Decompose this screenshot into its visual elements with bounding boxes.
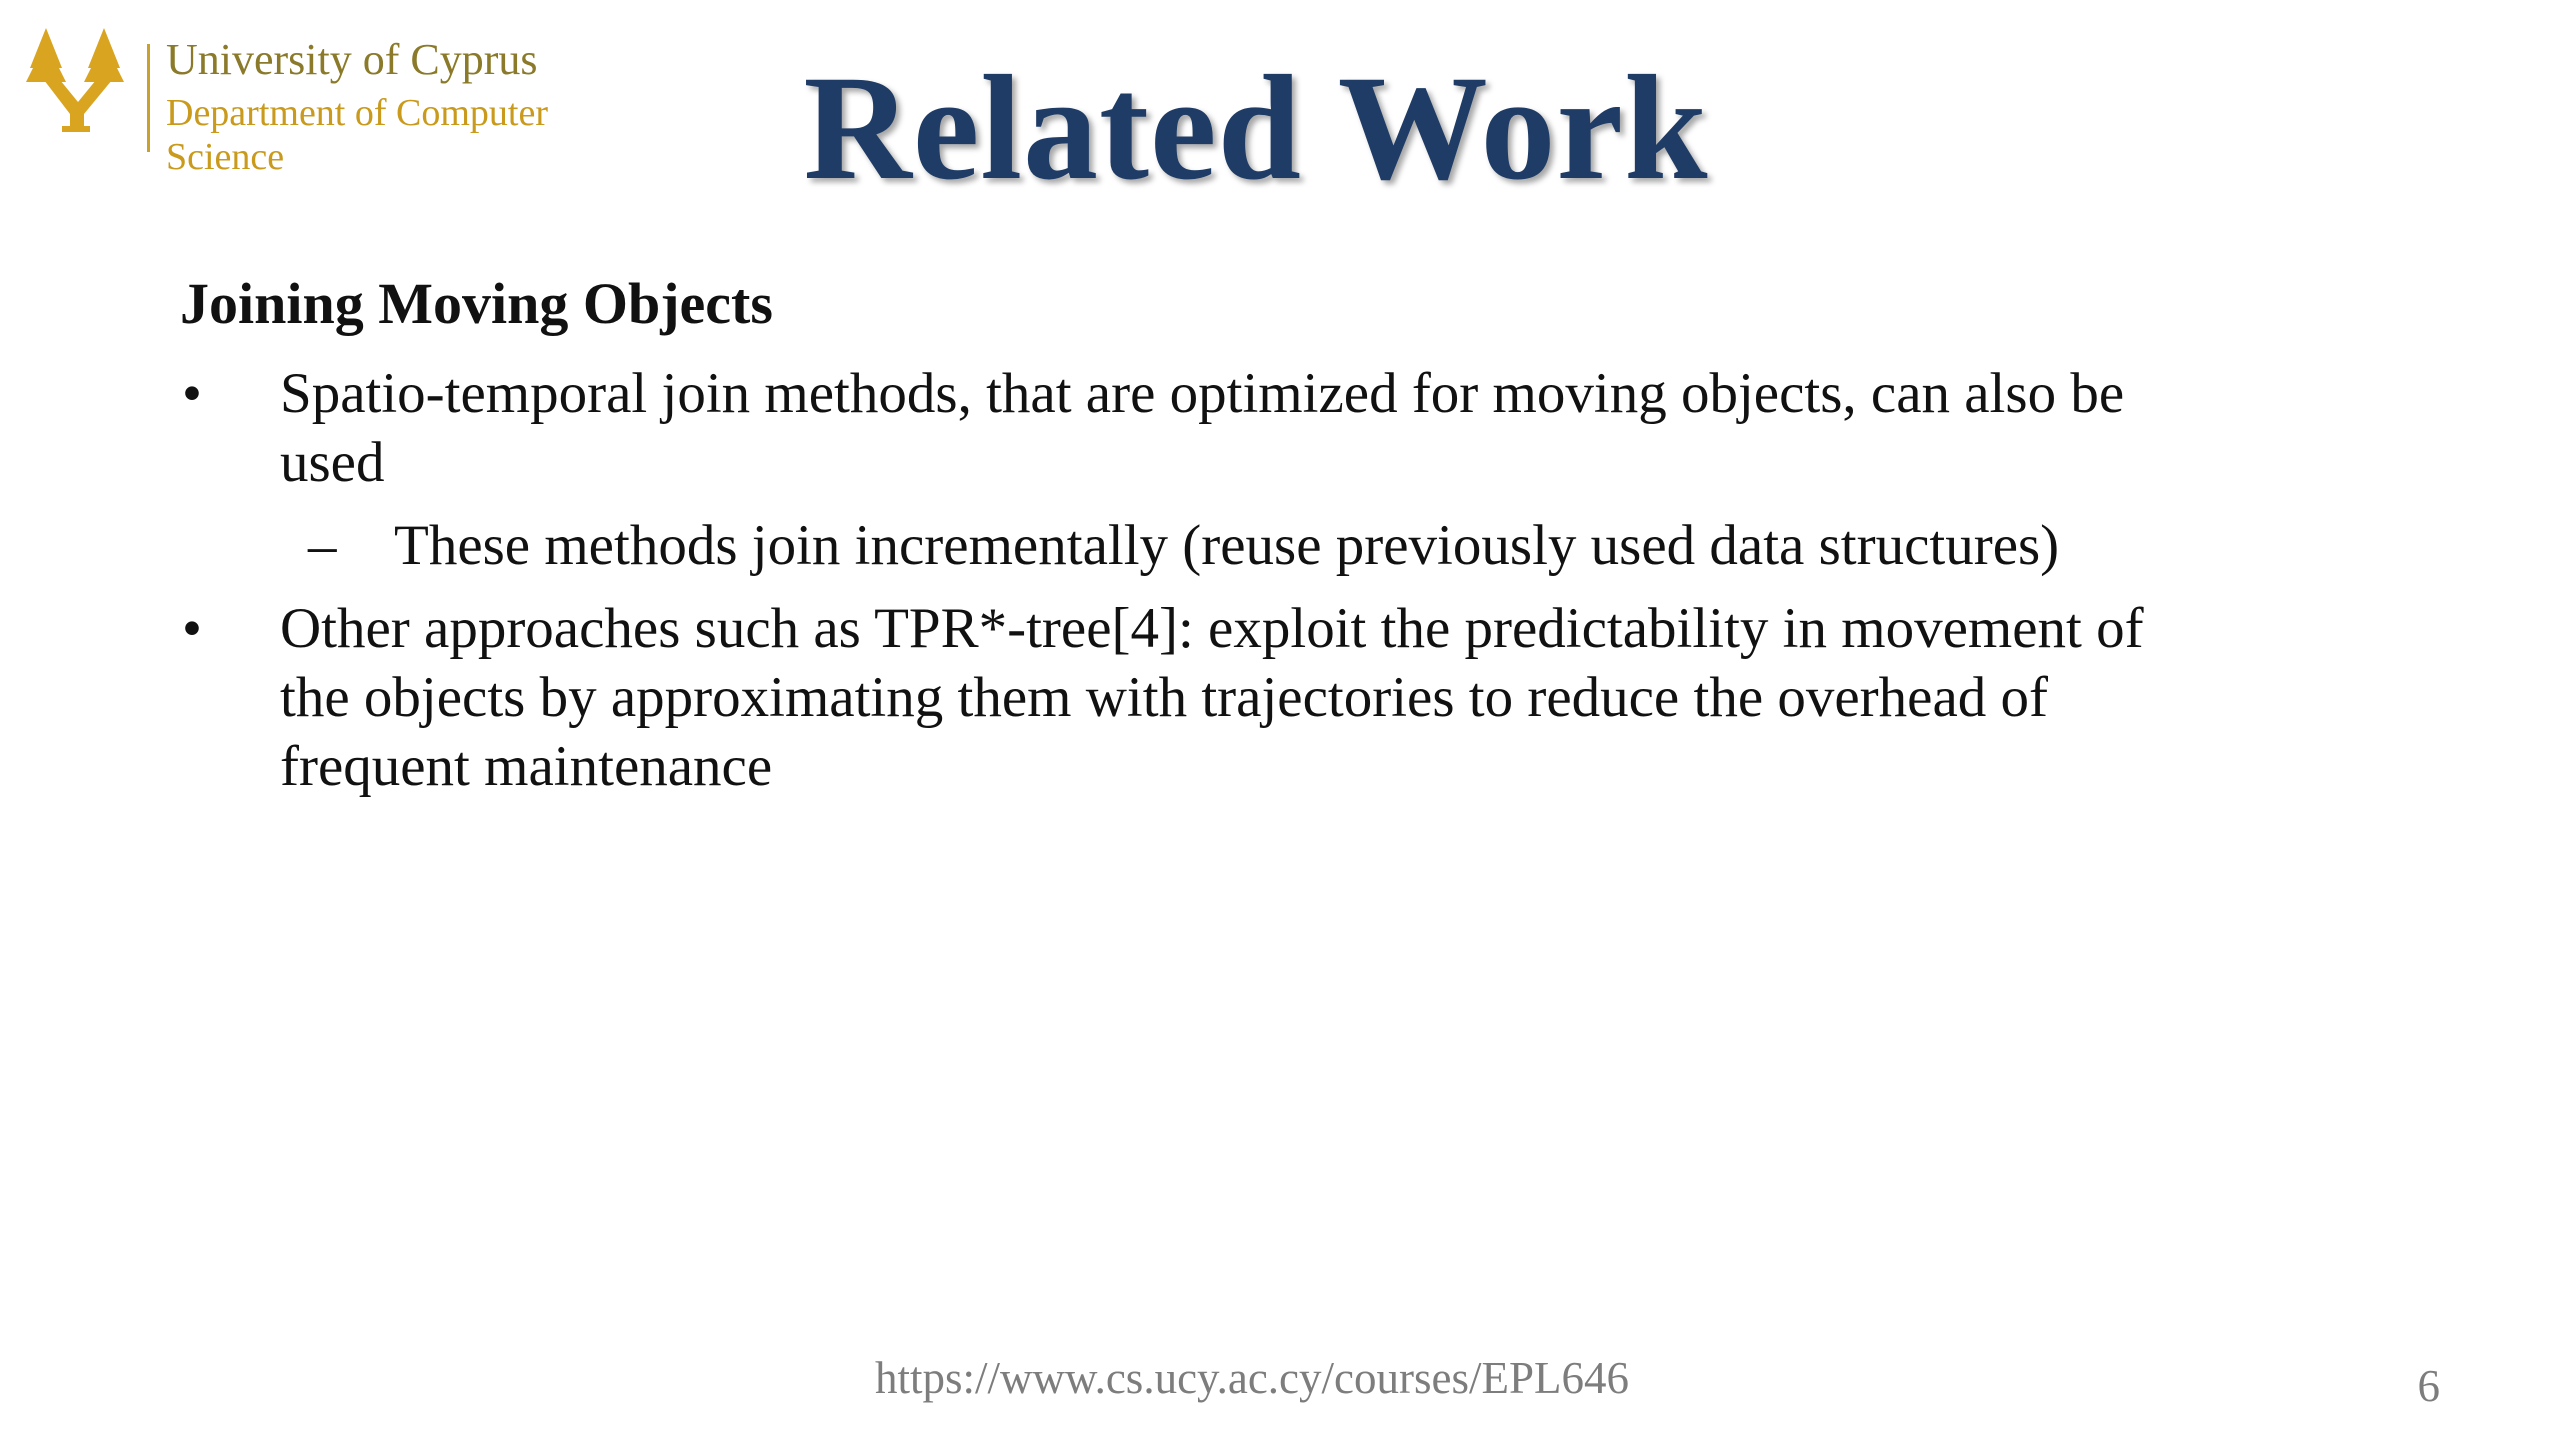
bullet-marker: • xyxy=(182,362,202,425)
bullet-item xyxy=(180,359,2180,497)
footer-url-container xyxy=(0,1352,2560,1404)
university-name: University of Cyprus xyxy=(166,35,538,84)
slide-content xyxy=(180,270,2180,815)
slide-title: Related Work xyxy=(803,45,1709,211)
section-heading: Joining Moving Objects xyxy=(180,271,773,336)
bullet-text: Spatio-temporal join methods, that are optimized for moving objects, can also be used xyxy=(280,362,2125,494)
sub-bullet-text: These methods join incrementally (reuse previously used data structures) xyxy=(394,514,2060,577)
department-name: Department of Computer Science xyxy=(166,92,549,179)
sub-bullet-marker: – xyxy=(308,514,337,577)
slide-title-container xyxy=(0,42,2560,214)
footer-url: https://www.cs.ucy.ac.cy/courses/EPL646 xyxy=(874,1353,1629,1403)
sub-bullet-item xyxy=(180,511,2180,580)
bullet-item xyxy=(180,594,2180,801)
bullet-text: Other approaches such as TPR*-tree[4]: exploit the predictability in movement of the objects by approximating them with trajectories to reduce the overhead of frequent maintenance xyxy=(280,597,2144,798)
page-number: 6 xyxy=(2417,1361,2440,1411)
bullet-marker: • xyxy=(182,597,202,660)
